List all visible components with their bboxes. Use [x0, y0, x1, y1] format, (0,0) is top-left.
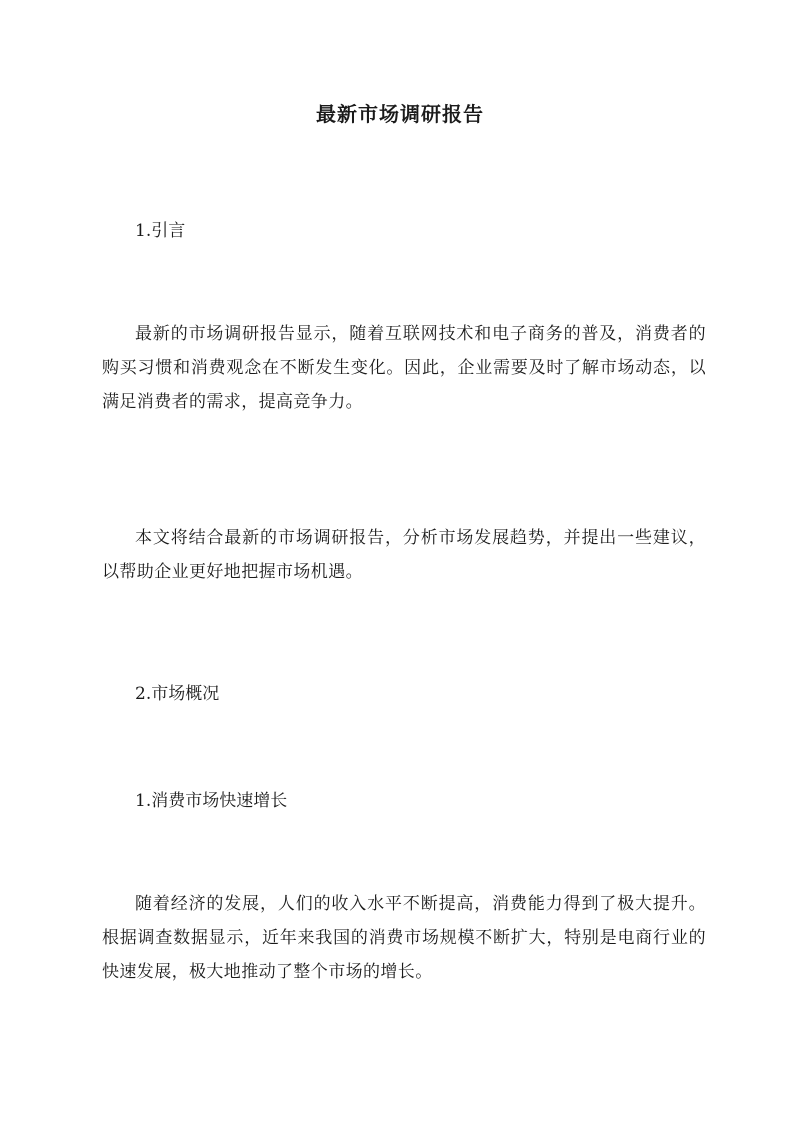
section-heading-market-overview: 2.市场概况: [135, 684, 220, 704]
paragraph-introduction-1: 最新的市场调研报告显示，随着互联网技术和电子商务的普及，消费者的购买习惯和消费观念在不断发生变化。因此，企业需要及时了解市场动态，以满足消费者的需求，提高竞争力。: [102, 324, 706, 412]
section-heading-introduction: 1.引言: [135, 221, 186, 241]
paragraph-introduction-2: 本文将结合最新的市场调研报告，分析市场发展趋势，并提出一些建议，以帮助企业更好地把握市场机遇。: [102, 528, 706, 582]
subsection-heading-consumer-market: 1.消费市场快速增长: [135, 791, 288, 811]
paragraph-consumer-market: 随着经济的发展，人们的收入水平不断提高，消费能力得到了极大提升。根据调查数据显示，近年来我国的消费市场规模不断扩大，特别是电商行业的快速发展，极大地推动了整个市场的增长。: [102, 894, 706, 982]
page-title: 最新市场调研报告: [316, 102, 484, 126]
